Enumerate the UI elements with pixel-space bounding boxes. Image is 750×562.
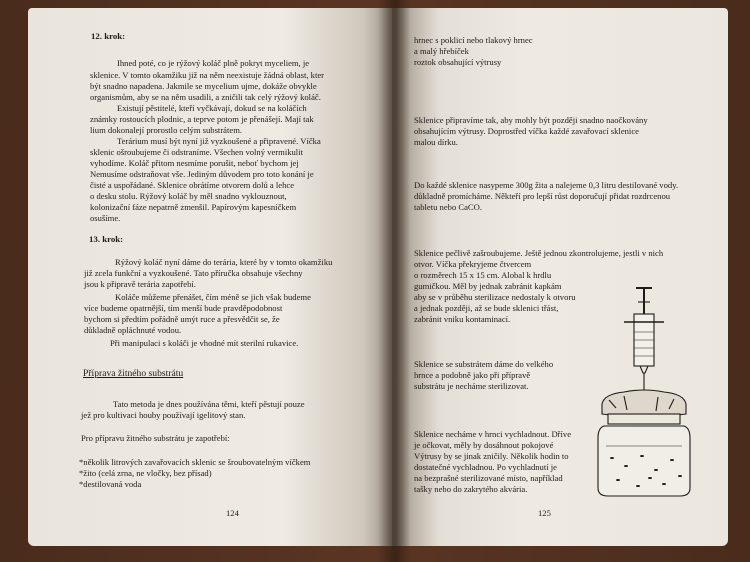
- text-line: čisté a uspořádané. Sklenice obrátíme otvorem dolů a lehce: [90, 180, 295, 190]
- text-line: důkladně opláchnuté vodou.: [84, 325, 182, 335]
- text-line: Terárium musí být nyní již vyzkoušené a připravené. Víčka: [117, 136, 321, 146]
- list-item: *destilovaná voda: [79, 479, 142, 489]
- text-line: organismům, aby se na něm usadili, a zničili tak celý rýžový koláč.: [90, 92, 321, 102]
- text-line: Sklenice se substrátem dáme do velkého: [414, 359, 554, 369]
- text-line: hrnce a podobně jako při přípravě: [414, 370, 531, 380]
- text-line: sklenic ošroubujeme či odstraníme. Všechen volný vermikulit: [90, 147, 303, 157]
- text-line: Výtrusy by se jinak zničily. Několik hodin to: [414, 451, 569, 461]
- syringe-jar-illustration: [594, 276, 694, 501]
- text-line: gumičkou. Měl by jednak zabránit kapkám: [414, 281, 562, 291]
- text-line: vyhodíme. Koláč přitom nesmíme porušit, neboť bychom jej: [90, 158, 299, 168]
- page-number: 124: [226, 508, 239, 518]
- text-line: Rýžový koláč nyní dáme do terária, které by v tomto okamžiku: [115, 257, 333, 267]
- text-line: o rozměrech 15 x 15 cm. Alobal k hrdlu: [414, 270, 552, 280]
- list-item: *několik litrových zavařovacích sklenic se šroubovatelným víčkem: [79, 457, 311, 467]
- text-line: sklenice. V tomto okamžiku již na něm neexistuje žádná oblast, kter: [90, 70, 325, 80]
- page-number: 125: [538, 508, 551, 518]
- text-line: je očkovat, měly by dosáhnout pokojové: [414, 440, 554, 450]
- text-line: jež pro kultivaci houby používají igelitový stan.: [81, 410, 246, 420]
- list-item: *žito (celá zrna, ne vločky, bez přísad): [79, 468, 212, 478]
- text-line: lium dokonalejí prorostlo celým substrátem.: [90, 125, 243, 135]
- text-line: substrátu je necháme sterilizovat.: [414, 381, 529, 391]
- text-line: Nemusíme odstraňovat vše. Jediným důvodem pro toto konání je: [90, 169, 314, 179]
- text-line: na bezprašné sterilizované místo, například: [414, 473, 563, 483]
- text-line: Sklenice připravíme tak, aby mohly být později snadno naočkovány: [414, 115, 648, 125]
- text-line: více budeme opatrnější, tím menší bude pravděpodobnost: [84, 303, 283, 313]
- section-title: Příprava žitného substrátu: [83, 368, 184, 379]
- text-line: o desku stolu. Rýžový koláč by měl snadno vyklouznout,: [90, 191, 287, 201]
- text-line: tabletu nebo CaCO.: [414, 202, 483, 212]
- text-line: Sklenice pečlivě zašroubujeme. Ještě jednou zkontrolujeme, jestli v nich: [414, 248, 664, 258]
- list-item: a malý hřebíček: [414, 46, 469, 56]
- text-line: aby se v průběhu sterilizace nedostaly k otvoru: [414, 292, 576, 302]
- text-line: tašky nebo do zakrytého akvária.: [414, 484, 528, 494]
- text-line: dostatečné vychladnou. Po vychladnutí je: [414, 462, 557, 472]
- text-line: Koláče můžeme přenášet, čím méně se jich však budeme: [115, 292, 311, 302]
- text-line: důkladně promícháme. Někteří pro lepší růst doporučují přidat rozdrcenou: [414, 191, 671, 201]
- step12-heading: 12. krok:: [91, 31, 126, 41]
- list-item: hrnec s poklicí nebo tlakový hrnec: [414, 35, 533, 45]
- text-line: známky rostoucích plodnic, a teprve potom je přenášejí. Mají tak: [90, 114, 314, 124]
- step13-heading: 13. krok:: [89, 234, 124, 244]
- text-line: Ihned poté, co je rýžový koláč plně pokryt myceliem, je: [117, 58, 310, 68]
- text-line: Tato metoda je dnes používána těmi, kteří pěstují pouze: [113, 399, 305, 409]
- right-page: [392, 8, 728, 546]
- text-line: Existují pěstitelé, kteří vyčkávají, dokud se na koláčích: [117, 103, 307, 113]
- text-line: zabránit vniku kontaminací.: [414, 314, 511, 324]
- text-line: jsou k připravě terária zapotřebí.: [84, 279, 196, 289]
- text-line: obsahujícím výtrusy. Doprostřed víčka každé zavařovací sklenice: [414, 126, 639, 136]
- list-item: roztok obsahující výtrusy: [414, 57, 502, 67]
- text-line: Při manipulaci s koláči je vhodné mít sterilní rukavice.: [110, 338, 299, 348]
- text-line: Pro přípravu žitného substrátu je zapotřebí:: [81, 433, 230, 443]
- left-page: [28, 8, 392, 546]
- text-line: být snadno napadena. Jakmile se mycelium ujme, dokáže obvykle: [90, 81, 317, 91]
- text-line: a jednak později, až se bude sklenici třást,: [414, 303, 559, 313]
- text-line: osušíme.: [90, 213, 121, 223]
- text-line: kolonizační fáze nepatrně zmenšil. Papírovým kapesníčkem: [90, 202, 297, 212]
- text-line: Do každé sklenice nasypeme 300g žita a nalejeme 0,3 litru destilované vody.: [414, 180, 679, 190]
- text-line: Sklenice necháme v hrnci vychladnout. Dříve: [414, 429, 572, 439]
- text-line: malou dírku.: [414, 137, 458, 147]
- text-line: již zcela funkční a vyzkoušené. Tato příručka obsahuje všechny: [84, 268, 303, 278]
- text-line: bychom si předtím pořádně umýt ruce a přesvědčit se, že: [84, 314, 280, 324]
- text-line: otvor. Víčka překryjeme čtvercem: [414, 259, 532, 269]
